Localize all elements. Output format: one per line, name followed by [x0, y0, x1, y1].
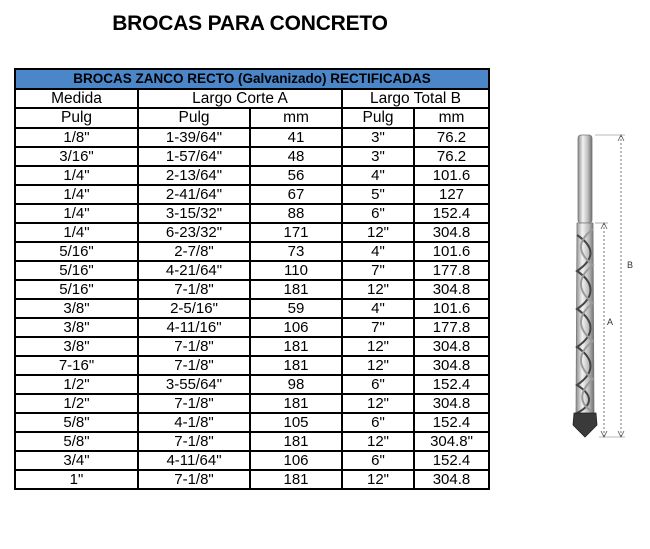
cell-medida-pulg: 5/8": [15, 432, 138, 451]
table-row: [15, 470, 489, 489]
table-row: [15, 451, 489, 470]
subheader-medida-pulg: Pulg: [15, 108, 138, 128]
cell-corte-pulg: 7-1/8": [138, 470, 250, 489]
cell-corte-pulg: 4-11/16": [138, 318, 250, 337]
cell-corte-mm: 88: [250, 204, 342, 223]
cell-total-pulg: 12": [342, 394, 414, 413]
cell-total-pulg: 12": [342, 280, 414, 299]
spec-table: [14, 68, 490, 490]
dimension-label-a: A: [607, 317, 614, 327]
table-row: [15, 318, 489, 337]
cell-corte-mm: 181: [250, 356, 342, 375]
cell-medida-pulg: 3/8": [15, 299, 138, 318]
cell-medida-pulg: 1": [15, 470, 138, 489]
cell-total-pulg: 12": [342, 223, 414, 242]
table-row: [15, 432, 489, 451]
cell-total-pulg: 12": [342, 356, 414, 375]
subheader-total-pulg: Pulg: [342, 108, 414, 128]
cell-corte-pulg: 7-1/8": [138, 280, 250, 299]
cell-total-pulg: 4": [342, 166, 414, 185]
subheader-corte-mm: mm: [250, 108, 342, 128]
cell-corte-mm: 181: [250, 432, 342, 451]
cell-total-pulg: 12": [342, 337, 414, 356]
cell-medida-pulg: 3/8": [15, 318, 138, 337]
table-row: [15, 299, 489, 318]
cell-corte-mm: 73: [250, 242, 342, 261]
cell-corte-mm: 106: [250, 318, 342, 337]
cell-corte-pulg: 4-1/8": [138, 413, 250, 432]
header-largo-total: Largo Total B: [342, 89, 489, 108]
cell-medida-pulg: 3/16": [15, 147, 138, 166]
header-largo-corte: Largo Corte A: [138, 89, 342, 108]
cell-total-mm: 177.8: [414, 261, 489, 280]
cell-total-mm: 304.8: [414, 470, 489, 489]
cell-corte-pulg: 7-1/8": [138, 432, 250, 451]
cell-corte-pulg: 1-57/64": [138, 147, 250, 166]
table-banner: BROCAS ZANCO RECTO (Galvanizado) RECTIFICADAS: [15, 69, 489, 89]
cell-corte-pulg: 2-5/16": [138, 299, 250, 318]
cell-total-pulg: 6": [342, 451, 414, 470]
table-row: [15, 337, 489, 356]
cell-corte-pulg: 6-23/32": [138, 223, 250, 242]
cell-medida-pulg: 1/4": [15, 223, 138, 242]
cell-total-pulg: 6": [342, 204, 414, 223]
cell-corte-mm: 171: [250, 223, 342, 242]
cell-corte-pulg: 4-21/64": [138, 261, 250, 280]
cell-medida-pulg: 1/8": [15, 128, 138, 147]
cell-corte-mm: 56: [250, 166, 342, 185]
cell-medida-pulg: 1/2": [15, 394, 138, 413]
subheader-corte-pulg: Pulg: [138, 108, 250, 128]
cell-corte-mm: 181: [250, 337, 342, 356]
cell-medida-pulg: 5/8": [15, 413, 138, 432]
cell-medida-pulg: 5/16": [15, 242, 138, 261]
cell-total-mm: 152.4: [414, 451, 489, 470]
dimension-label-b: B: [627, 260, 634, 270]
cell-total-mm: 304.8: [414, 356, 489, 375]
cell-medida-pulg: 7-16": [15, 356, 138, 375]
cell-corte-mm: 106: [250, 451, 342, 470]
cell-corte-mm: 59: [250, 299, 342, 318]
table-row: [15, 147, 489, 166]
cell-total-pulg: 12": [342, 470, 414, 489]
cell-corte-pulg: 4-11/64": [138, 451, 250, 470]
cell-corte-pulg: 3-55/64": [138, 375, 250, 394]
cell-medida-pulg: 1/2": [15, 375, 138, 394]
cell-medida-pulg: 3/8": [15, 337, 138, 356]
cell-total-mm: 127: [414, 185, 489, 204]
cell-total-mm: 304.8: [414, 337, 489, 356]
cell-total-pulg: 6": [342, 375, 414, 394]
cell-corte-pulg: 7-1/8": [138, 394, 250, 413]
table-row: [15, 166, 489, 185]
table-row: [15, 223, 489, 242]
cell-total-pulg: 4": [342, 299, 414, 318]
cell-total-pulg: 5": [342, 185, 414, 204]
cell-total-pulg: 4": [342, 242, 414, 261]
cell-total-mm: 152.4: [414, 413, 489, 432]
table-row: [15, 204, 489, 223]
table-row: [15, 242, 489, 261]
cell-total-pulg: 12": [342, 432, 414, 451]
cell-corte-pulg: 2-13/64": [138, 166, 250, 185]
cell-total-pulg: 6": [342, 413, 414, 432]
cell-total-mm: 152.4: [414, 375, 489, 394]
table-row: [15, 413, 489, 432]
page-title: BROCAS PARA CONCRETO: [112, 12, 388, 35]
cell-total-pulg: 3": [342, 128, 414, 147]
cell-total-pulg: 7": [342, 318, 414, 337]
cell-corte-mm: 181: [250, 280, 342, 299]
cell-medida-pulg: 1/4": [15, 185, 138, 204]
cell-medida-pulg: 1/4": [15, 204, 138, 223]
cell-corte-mm: 67: [250, 185, 342, 204]
cell-total-mm: 304.8: [414, 223, 489, 242]
cell-total-mm: 101.6: [414, 166, 489, 185]
cell-corte-mm: 181: [250, 470, 342, 489]
cell-total-mm: 177.8: [414, 318, 489, 337]
cell-total-mm: 304.8: [414, 394, 489, 413]
cell-corte-pulg: 2-41/64": [138, 185, 250, 204]
cell-total-pulg: 7": [342, 261, 414, 280]
cell-medida-pulg: 3/4": [15, 451, 138, 470]
table-row: [15, 261, 489, 280]
cell-medida-pulg: 5/16": [15, 261, 138, 280]
cell-total-mm: 101.6: [414, 242, 489, 261]
cell-medida-pulg: 5/16": [15, 280, 138, 299]
table-row: [15, 356, 489, 375]
cell-corte-mm: 110: [250, 261, 342, 280]
cell-total-mm: 101.6: [414, 299, 489, 318]
cell-total-mm: 304.8: [414, 280, 489, 299]
drill-bit-illustration: [555, 125, 650, 475]
cell-corte-pulg: 7-1/8": [138, 337, 250, 356]
cell-corte-mm: 105: [250, 413, 342, 432]
table-row: [15, 394, 489, 413]
cell-medida-pulg: 1/4": [15, 166, 138, 185]
table-row: [15, 280, 489, 299]
subheader-total-mm: mm: [414, 108, 489, 128]
table-row: [15, 375, 489, 394]
cell-corte-mm: 41: [250, 128, 342, 147]
cell-corte-mm: 48: [250, 147, 342, 166]
cell-corte-pulg: 3-15/32": [138, 204, 250, 223]
cell-corte-pulg: 1-39/64": [138, 128, 250, 147]
cell-total-mm: 152.4: [414, 204, 489, 223]
cell-total-mm: 76.2: [414, 147, 489, 166]
cell-total-mm: 76.2: [414, 128, 489, 147]
cell-total-pulg: 3": [342, 147, 414, 166]
table-row: [15, 185, 489, 204]
cell-corte-mm: 98: [250, 375, 342, 394]
cell-total-mm: 304.8": [414, 432, 489, 451]
cell-corte-pulg: 7-1/8": [138, 356, 250, 375]
cell-corte-mm: 181: [250, 394, 342, 413]
header-medida: Medida: [15, 89, 138, 108]
table-row: [15, 128, 489, 147]
cell-corte-pulg: 2-7/8": [138, 242, 250, 261]
table-body: [15, 128, 489, 489]
